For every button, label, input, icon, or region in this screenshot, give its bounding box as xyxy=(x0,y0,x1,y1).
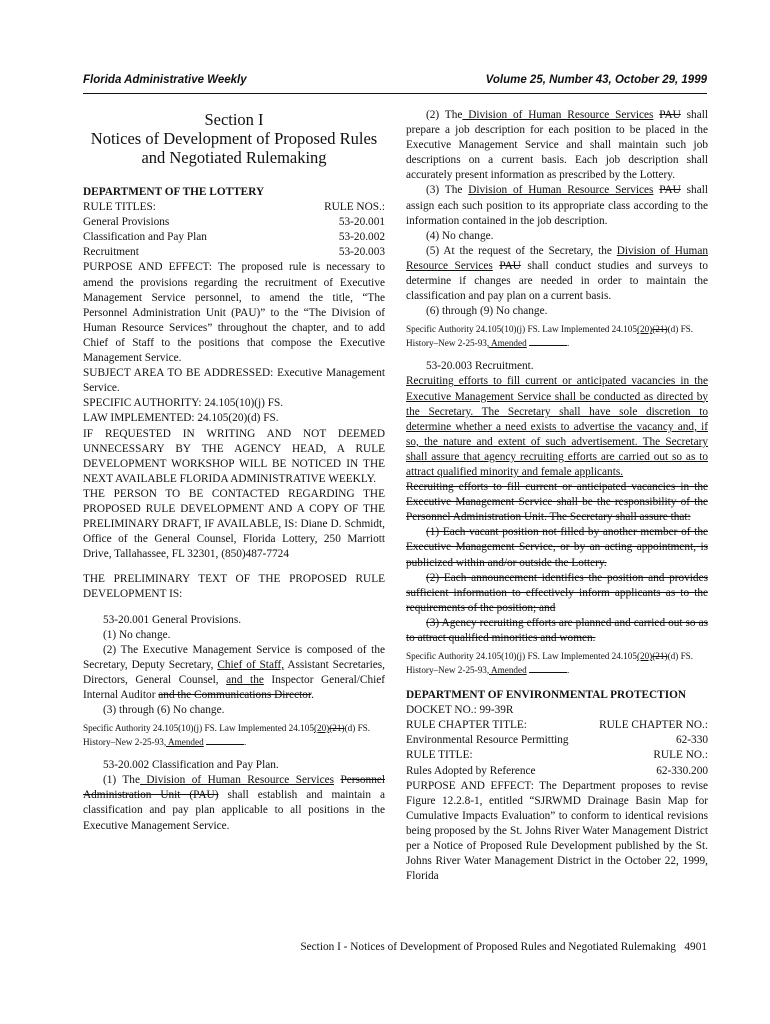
rule-number: 62-330.200 xyxy=(656,764,708,777)
law-paragraph: LAW IMPLEMENTED: 24.105(20)(d) FS. xyxy=(83,412,279,425)
authority-paragraph: SPECIFIC AUTHORITY: 24.105(10)(j) FS. xyxy=(83,397,284,410)
rule-titles-label: RULE TITLES: xyxy=(83,201,156,214)
inserted-text: Division of Human Resource Services xyxy=(468,184,654,197)
rule-title: Classification and Pay Plan xyxy=(83,231,207,244)
rule-paragraph: (3) The Division of Human Resource Services PAU shall assign each such position to its appropriate class according to the information contained in the job description. xyxy=(406,184,708,227)
deleted-paragraph: (1) Each vacant position not filled by another member of the Executive Management Service, or by an acting appointment, is publicized within and/or outside the Lottery. xyxy=(406,526,708,569)
rule-number: 53-20.001 xyxy=(338,216,385,229)
deleted-paragraph: (2) Each announcement identifies the position and provides sufficient information to effectively inform applicants as to the requirements of the position; and xyxy=(406,571,708,614)
rule-paragraph: (1) The Division of Human Resource Services Personnel Administration Unit (PAU) shall establish and maintain a classification and pay plan applicable to all positions in the Executive Management Service. xyxy=(83,774,385,832)
inserted-text: Division of Human Resource Services xyxy=(406,244,708,272)
rule-header xyxy=(406,748,708,763)
inserted-text: and the xyxy=(226,673,264,686)
volume-info: Volume 25, Number 43, October 29, 1999 xyxy=(485,74,707,86)
rule-paragraph: (4) No change. xyxy=(426,229,494,242)
inserted-text: Division of Human Resource Services xyxy=(462,109,654,121)
inserted-text: Division of Human Resource Services xyxy=(139,774,334,787)
purpose-paragraph: PURPOSE AND EFFECT: The Department proposes to revise Figure 12.2.8-1, entitled “SJRWMD Drainage Basin Map for Cumulative Impacts Evaluation” to conform to identical revisions being proposed by the St. Johns River Water Management District per a Notice of Proposed Rule Development published by the St. Johns River Water Management District in the October 22, 1999, Florida xyxy=(406,779,708,883)
rule-row xyxy=(83,245,385,260)
chapter-title: Environmental Resource Permitting xyxy=(406,734,569,747)
rule-row xyxy=(83,230,385,245)
rule-heading: 53-20.001 General Provisions. xyxy=(103,613,242,626)
department-heading: DEPARTMENT OF ENVIRONMENTAL PROTECTION xyxy=(406,689,687,702)
chapter-no-label: RULE CHAPTER NO.: xyxy=(599,719,708,732)
purpose-paragraph: PURPOSE AND EFFECT: The proposed rule is necessary to amend the provisions regarding the recruitment of Executive Management Service personnel, to amend the title, “The Personnel Administration Unit (PAU)” to the “The Division of Human Resource Services” throughout the chapter, and to add Chief of Staff to the positions that compose the Executive Management Service. xyxy=(83,261,385,365)
docket-number: DOCKET NO.: 99-39R xyxy=(406,704,514,717)
section-title-line2: and Negotiated Rulemaking xyxy=(141,148,327,167)
rule-titles-header xyxy=(83,200,385,215)
rule-heading: 53-20.003 Recruitment. xyxy=(426,360,534,373)
section-title-line1: Notices of Development of Proposed Rules xyxy=(90,129,378,148)
deleted-text: PAU xyxy=(659,184,681,197)
deleted-text: PAU xyxy=(499,259,521,272)
subject-paragraph: SUBJECT AREA TO BE ADDRESSED: Executive Management Service. xyxy=(83,367,385,395)
rule-paragraph: (2) The Division of Human Resource Services PAU shall prepare a job description for each position to be placed in the Executive Management Service and shall maintain such job descriptions on a current basis. Each job description shall accurately present information as prescribed by the Lottery. xyxy=(406,109,708,182)
chapter-header xyxy=(406,718,708,733)
rule-no-label: RULE NO.: xyxy=(653,749,708,762)
rule-title: General Provisions xyxy=(83,216,170,229)
rule-title: Recruitment xyxy=(83,246,139,259)
rule-number: 53-20.002 xyxy=(338,231,385,244)
authority-note: Specific Authority 24.105(10)(j) FS. Law Implemented 24.105(20)(21)(d) FS. History–New 2-25-93, Amended . xyxy=(83,723,371,747)
rule-title: Rules Adopted by Reference xyxy=(406,764,536,777)
footer-text: Section I - Notices of Development of Proposed Rules and Negotiated Rulemaking xyxy=(300,941,676,953)
deleted-text: and the Communications Director xyxy=(158,689,312,701)
authority-note: Specific Authority 24.105(10)(j) FS. Law Implemented 24.105(20)(21)(d) FS. History–New 2-25-93, Amended . xyxy=(406,324,694,348)
rule-row xyxy=(83,215,385,230)
chapter-title-label: RULE CHAPTER TITLE: xyxy=(406,719,527,732)
left-column xyxy=(83,108,385,834)
section-title xyxy=(83,110,385,167)
rule-nos-label: RULE NOS.: xyxy=(324,201,385,214)
deleted-paragraph: Recruiting efforts to fill current or anticipated vacancies in the Executive Management Service shall be the responsibility of the Personnel Administration Unit. The Secretary shall assure that: xyxy=(406,481,708,524)
rule-paragraph: (2) The Executive Management Service is composed of the Secretary, Deputy Secretary, Chief of Staff, Assistant Secretaries, Directors, General Counsel, and the Inspector General/Chief Internal Auditor and the Communications Director. xyxy=(83,643,386,701)
authority-note: Specific Authority 24.105(10)(j) FS. Law Implemented 24.105(20)(21)(d) FS. History–New 2-25-93, Amended . xyxy=(406,651,694,675)
deleted-text: Personnel Administration Unit (PAU) xyxy=(83,774,385,802)
contact-paragraph: THE PERSON TO BE CONTACTED REGARDING THE PROPOSED RULE DEVELOPMENT AND A COPY OF THE PRELIMINARY DRAFT, IF AVAILABLE, IS: Diane D. Schmidt, Office of the General Counsel, Florida Lottery, 250 Marriott Drive, Tallahassee, FL 32301, (850)487-7724 xyxy=(83,487,385,561)
chapter-number: 62-330 xyxy=(675,734,708,747)
deleted-paragraph: (3) Agency recruiting efforts are planned and carried out so as to attract qualified minorities and women. xyxy=(406,616,708,644)
rule-row xyxy=(406,764,708,779)
chapter-row xyxy=(406,733,708,748)
right-column xyxy=(406,108,708,884)
rule-paragraph: (5) At the request of the Secretary, the Division of Human Resource Services PAU shall conduct studies and surveys to determine if changes are needed in order to maintain the classification and pay plan on a current basis. xyxy=(406,244,708,303)
workshop-paragraph: IF REQUESTED IN WRITING AND NOT DEEMED UNNECESSARY BY THE AGENCY HEAD, A RULE DEVELOPMENT WORKSHOP WILL BE NOTICED IN THE NEXT AVAILABLE FLORIDA ADMINISTRATIVE WEEKLY. xyxy=(83,427,385,485)
section-label: Section I xyxy=(204,110,264,129)
preliminary-paragraph: THE PRELIMINARY TEXT OF THE PROPOSED RULE DEVELOPMENT IS: xyxy=(83,573,385,601)
inserted-text: Chief of Staff, xyxy=(217,658,285,671)
publication-name: Florida Administrative Weekly xyxy=(83,74,247,86)
rule-number: 53-20.003 xyxy=(338,246,385,259)
deleted-text: PAU xyxy=(659,109,681,121)
rule-paragraph: (1) No change. xyxy=(103,628,171,641)
page-number: 4901 xyxy=(684,941,707,953)
inserted-paragraph: Recruiting efforts to fill current or anticipated vacancies in the Executive Management Service shall be conducted as directed by the Secretary. The Secretary shall have sole discretion to determine whether a need exists to advertise the vacancy and, if so, the nature and extent of such advertisement. The Secretary shall assure that agency recruiting efforts are carried out so as to attract qualified minority and female applicants. xyxy=(406,375,708,478)
department-heading: DEPARTMENT OF THE LOTTERY xyxy=(83,186,265,198)
rule-heading: 53-20.002 Classification and Pay Plan. xyxy=(103,759,279,772)
header-rule xyxy=(83,93,707,94)
rule-paragraph: (6) through (9) No change. xyxy=(426,305,548,318)
page-footer xyxy=(300,941,707,953)
rule-title-label: RULE TITLE: xyxy=(406,749,473,762)
rule-paragraph: (3) through (6) No change. xyxy=(103,704,225,717)
